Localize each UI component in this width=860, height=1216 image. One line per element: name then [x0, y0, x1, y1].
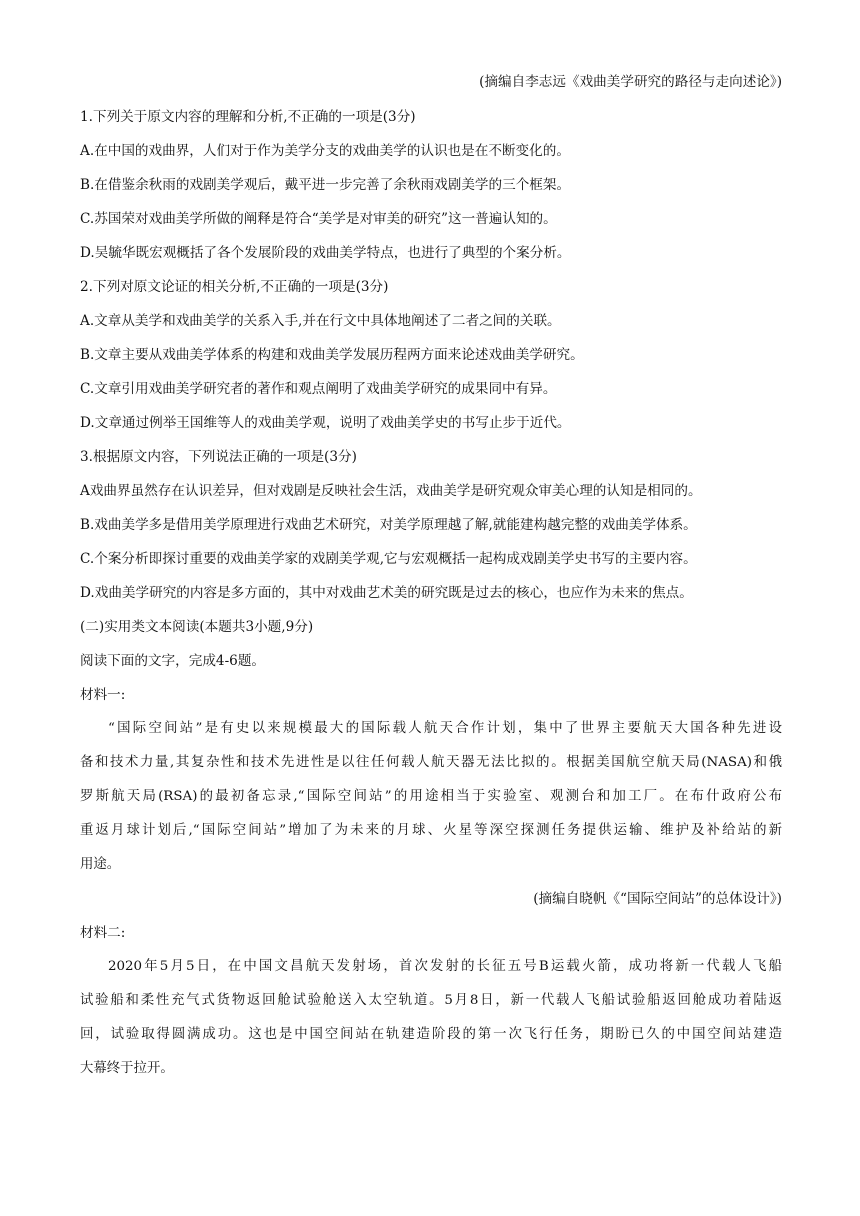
material-1-source: (摘编自晓帆《“国际空间站”的总体设计》): [533, 891, 782, 907]
material-1-line: 用途。: [80, 857, 121, 872]
question-3-option-c: C.个案分析即探讨重要的戏曲美学家的戏剧美学观,它与宏观概括一起构成戏剧美学史书写的主要内容。: [80, 551, 697, 567]
passage-source: (摘编自李志远《戏曲美学研究的路径与走向述论》): [479, 74, 782, 90]
question-1-option-b: B.在借鉴余秋雨的戏剧美学观后，戴平进一步完善了余秋雨戏剧美学的三个框架。: [80, 177, 571, 193]
section-heading: (二)实用类文本阅读(本题共3小题,9分): [80, 619, 314, 635]
material-2-line: 大幕终于拉开。: [80, 1061, 174, 1076]
question-1-option-d: D.吴毓华既宏观概括了各个发展阶段的戏曲美学特点，也进行了典型的个案分析。: [80, 245, 571, 261]
question-3-option-d: D.戏曲美学研究的内容是多方面的，其中对戏曲艺术美的研究既是过去的核心，也应作为未来的焦点。: [80, 585, 693, 601]
question-2-stem: 2.下列对原文论证的相关分析,不正确的一项是(3分): [80, 279, 389, 295]
material-1-line: “国际空间站”是有史以来规模最大的国际载人航天合作计划，集中了世界主要航天大国各种先进设: [108, 721, 782, 736]
question-1-stem: 1.下列关于原文内容的理解和分析,不正确的一项是(3分): [80, 109, 416, 125]
question-2-option-a: A.文章从美学和戏曲美学的关系入手,并在行文中具体地阐述了二者之间的关联。: [80, 313, 561, 329]
material-1-line: 重返月球计划后,“国际空间站”增加了为未来的月球、火星等深空探测任务提供运输、维护及补给站的新: [80, 823, 782, 838]
question-1-option-c: C.苏国荣对戏曲美学所做的阐释是符合“美学是对审美的研究”这一普遍认知的。: [80, 211, 557, 227]
question-3-option-b: B.戏曲美学多是借用美学原理进行戏曲艺术研究，对美学原理越了解,就能建构越完整的戏曲美学体系。: [80, 517, 697, 533]
question-1-option-a: A.在中国的戏曲界，人们对于作为美学分支的戏曲美学的认识也是在不断变化的。: [80, 143, 570, 159]
material-1-line: 罗斯航天局(RSA)的最初备忘录,“国际空间站”的用途相当于实验室、观测台和加工厂。在布什政府公布: [80, 789, 782, 804]
question-3-option-a: A戏曲界虽然存在认识差异，但对戏剧是反映社会生活，戏曲美学是研究观众审美心理的认知是相同的。: [80, 483, 702, 499]
question-2-option-c: C.文章引用戏曲美学研究者的著作和观点阐明了戏曲美学研究的成果同中有异。: [80, 381, 557, 397]
section-instruction: 阅读下面的文字，完成4-6题。: [80, 653, 266, 669]
material-1-label: 材料一:: [80, 687, 126, 703]
material-2-line: 回，试验取得圆满成功。这也是中国空间站在轨建造阶段的第一次飞行任务，期盼已久的中国空间站建造: [80, 1027, 782, 1042]
material-2-line: 2020年5月5日，在中国文昌航天发射场，首次发射的长征五号B运载火箭，成功将新一代载人飞船: [108, 959, 782, 974]
material-2-line: 试验船和柔性充气式货物返回舱试验舱送入太空轨道。5月8日，新一代载人飞船试验船返回舱成功着陆返: [80, 993, 782, 1008]
material-1-line: 备和技术力量,其复杂性和技术先进性是以往任何载人航天器无法比拟的。根据美国航空航天局(NASA)和俄: [80, 755, 782, 770]
material-2-label: 材料二:: [80, 925, 126, 941]
question-2-option-b: B.文章主要从戏曲美学体系的构建和戏曲美学发展历程两方面来论述戏曲美学研究。: [80, 347, 584, 363]
question-2-option-d: D.文章通过例举王国维等人的戏曲美学观，说明了戏曲美学史的书写止步于近代。: [80, 415, 571, 431]
question-3-stem: 3.根据原文内容，下列说法正确的一项是(3分): [80, 449, 357, 465]
